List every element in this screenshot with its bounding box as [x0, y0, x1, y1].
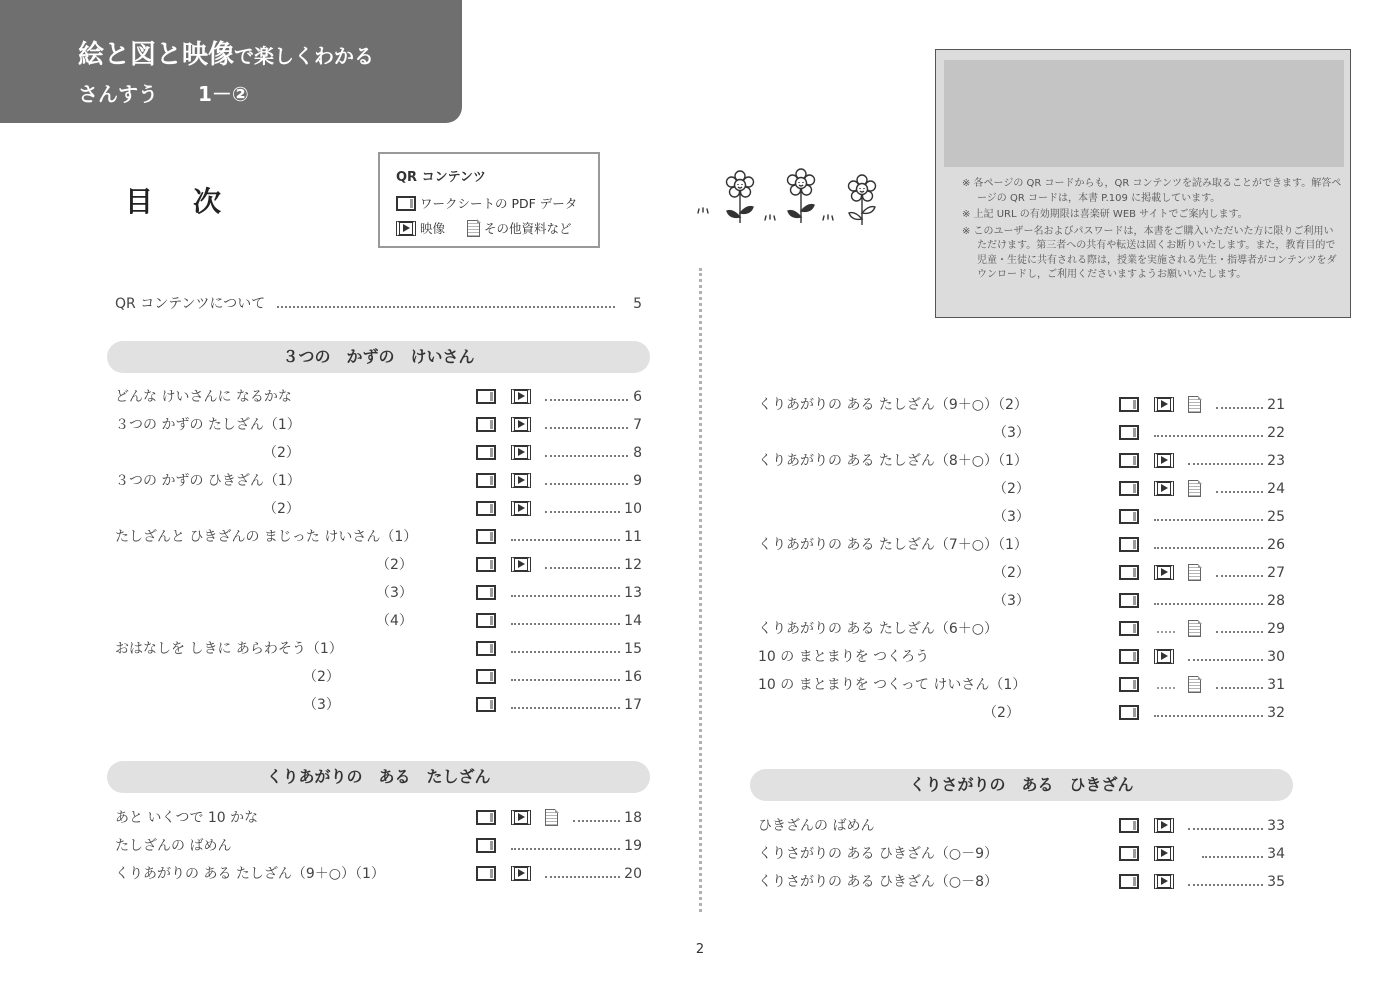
video-icon: [1154, 397, 1174, 412]
toc-page-number: 14: [624, 613, 642, 629]
toc-item-label: （3）: [993, 425, 1030, 441]
toc-row[interactable]: [758, 816, 1288, 836]
toc-row[interactable]: [758, 619, 1288, 639]
toc-page-number: 22: [1267, 425, 1285, 441]
video-icon: [511, 389, 531, 404]
toc-row[interactable]: [115, 527, 645, 547]
toc-page-number: 31: [1267, 677, 1285, 693]
toc-page-number: 15: [624, 641, 642, 657]
toc-page-number: 12: [624, 557, 642, 573]
worksheet-icon: [476, 557, 496, 572]
toc-row[interactable]: [758, 451, 1288, 471]
toc-row[interactable]: [758, 647, 1288, 667]
access-info-blank-area: [944, 60, 1344, 167]
leader-dots: [1188, 659, 1263, 661]
subject-name: さんすう: [78, 82, 158, 106]
column-divider: [699, 268, 702, 912]
toc-item-label: （2）: [993, 481, 1030, 497]
toc-item-label: くりあがりの ある たしざん（7＋○）（1）: [758, 537, 1028, 553]
leader-dots: [1188, 828, 1263, 830]
leader-dots: [1157, 631, 1175, 633]
section-header-borrow-subtraction: くりさがりの ある ひきざん: [750, 769, 1293, 801]
worksheet-icon: [1119, 509, 1139, 524]
video-icon: [1154, 818, 1174, 833]
toc-row[interactable]: [115, 415, 645, 435]
toc-item-label: くりあがりの ある たしざん（9＋○）（2）: [758, 397, 1028, 413]
worksheet-icon: [476, 838, 496, 853]
toc-heading: 目次: [125, 185, 262, 218]
document-icon: [1188, 676, 1201, 693]
document-icon: [1188, 396, 1201, 413]
toc-page-number: 16: [624, 669, 642, 685]
toc-item-label: （2）: [993, 565, 1030, 581]
leader-dots: [1188, 463, 1263, 465]
toc-item-label: あと いくつで 10 かな: [115, 810, 259, 826]
leader-dots: [277, 306, 615, 308]
toc-page-number: 28: [1267, 593, 1285, 609]
toc-item-label: （2）: [263, 501, 300, 517]
toc-row[interactable]: [758, 844, 1288, 864]
toc-page-number: 32: [1267, 705, 1285, 721]
worksheet-icon: [476, 866, 496, 881]
toc-item-label: どんな けいさんに なるかな: [115, 389, 292, 405]
toc-item-label: QR コンテンツについて: [115, 296, 266, 312]
toc-row[interactable]: [115, 695, 645, 715]
video-icon: [511, 810, 531, 825]
toc-page-number: 20: [624, 866, 642, 882]
toc-row[interactable]: [115, 667, 645, 687]
toc-row[interactable]: [115, 836, 645, 856]
toc-page-number: 26: [1267, 537, 1285, 553]
toc-page-number: 9: [633, 473, 642, 489]
worksheet-icon: [1119, 846, 1139, 861]
video-icon: [396, 221, 416, 236]
toc-item-label: おはなしを しきに あらわそう（1）: [115, 641, 343, 657]
toc-item-label: （4）: [376, 613, 413, 629]
toc-page-number: 35: [1267, 874, 1285, 890]
toc-page-number: 27: [1267, 565, 1285, 581]
toc-page-number: 23: [1267, 453, 1285, 469]
document-icon: [1188, 564, 1201, 581]
leader-dots: [1202, 856, 1263, 858]
toc-page-number: 25: [1267, 509, 1285, 525]
toc-row[interactable]: [758, 479, 1288, 499]
access-info-box: [935, 49, 1351, 318]
toc-row[interactable]: [758, 872, 1288, 892]
toc-item-label: くりあがりの ある たしざん（6＋○）: [758, 621, 999, 637]
leader-dots: [545, 511, 620, 513]
toc-row[interactable]: [115, 471, 645, 491]
toc-page-number: 5: [633, 296, 642, 312]
worksheet-icon: [1119, 453, 1139, 468]
legend-row-worksheet: [396, 194, 598, 212]
flower-icon: [788, 169, 815, 223]
video-icon: [511, 473, 531, 488]
leader-dots: [511, 679, 620, 681]
toc-page-number: 7: [633, 417, 642, 433]
flower-icon: [849, 175, 876, 225]
toc-item-label: くりあがりの ある たしざん（9＋○）（1）: [115, 866, 385, 882]
toc-page-number: 30: [1267, 649, 1285, 665]
toc-row[interactable]: [115, 808, 645, 828]
page-number: 2: [695, 942, 705, 957]
worksheet-icon: [1119, 425, 1139, 440]
leader-dots: [1154, 435, 1263, 437]
note-item: ※ 上記 URL の有効期限は喜楽研 WEB サイトでご案内します。: [962, 209, 1248, 220]
worksheet-icon: [1119, 677, 1139, 692]
book-title-banner: [0, 0, 462, 123]
flower-icon: [727, 171, 754, 223]
section-header-three-numbers: ３つの かずの けいさん: [107, 341, 650, 373]
leader-dots: [1157, 687, 1175, 689]
toc-page-number: 13: [624, 585, 642, 601]
legend-video-label: 映像: [420, 221, 446, 236]
leader-dots: [1154, 547, 1263, 549]
video-icon: [1154, 846, 1174, 861]
volume-label: 1－②: [198, 82, 249, 106]
toc-page-number: 17: [624, 697, 642, 713]
legend-worksheet-label: ワークシートの PDF データ: [420, 196, 578, 211]
worksheet-icon: [476, 473, 496, 488]
toc-item-label: （2）: [303, 669, 340, 685]
document-icon: [467, 220, 480, 237]
legend-row-video-other: [396, 219, 598, 237]
worksheet-icon: [476, 697, 496, 712]
leader-dots: [511, 651, 620, 653]
toc-item-label: （3）: [993, 509, 1030, 525]
video-icon: [1154, 453, 1174, 468]
toc-page-number: 18: [624, 810, 642, 826]
leader-dots: [545, 567, 620, 569]
worksheet-icon: [1119, 621, 1139, 636]
toc-row[interactable]: [758, 703, 1288, 723]
toc-item-label: （3）: [376, 585, 413, 601]
leader-dots: [1154, 715, 1263, 717]
toc-page-number: 8: [633, 445, 642, 461]
toc-page-number: 33: [1267, 818, 1285, 834]
toc-item-label: くりあがりの ある たしざん（8＋○）（1）: [758, 453, 1028, 469]
video-icon: [511, 557, 531, 572]
worksheet-icon: [1119, 818, 1139, 833]
note-item: ※ このユーザー名およびパスワードは，本書をご購入いただいた方に限りご利用いただけます。第三者への共有や転送は固くお断りいたします。また，教育目的で児童・生徒に共有される際は，授業を実施される先生・指導者がコンテンツをダウンロードし，ご利用くださいますようお願いいたします。: [962, 225, 1337, 280]
document-icon: [1188, 480, 1201, 497]
document-icon: [1188, 620, 1201, 637]
toc-page-number: 11: [624, 529, 642, 545]
leader-dots: [511, 623, 620, 625]
leader-dots: [1188, 884, 1263, 886]
toc-row[interactable]: [115, 499, 645, 519]
leader-dots: [511, 539, 620, 541]
video-icon: [511, 501, 531, 516]
toc-item-label: （2）: [376, 557, 413, 573]
toc-row[interactable]: [115, 639, 645, 659]
video-icon: [1154, 874, 1174, 889]
toc-row[interactable]: [758, 591, 1288, 611]
book-title: 絵と図と映像で楽しくわかる: [78, 40, 375, 70]
toc-page-number: 10: [624, 501, 642, 517]
video-icon: [1154, 481, 1174, 496]
worksheet-icon: [476, 585, 496, 600]
worksheet-icon: [476, 529, 496, 544]
toc-item-label: ３つの かずの ひきざん（1）: [115, 473, 301, 489]
toc-row[interactable]: [115, 864, 645, 884]
toc-row[interactable]: [758, 675, 1288, 695]
access-notes: [962, 177, 1342, 285]
section-header-carry-addition: くりあがりの ある たしざん: [107, 761, 650, 793]
toc-page-number: 24: [1267, 481, 1285, 497]
toc-item-label: くりさがりの ある ひきざん（○－9）: [758, 846, 999, 862]
toc-row[interactable]: [115, 583, 645, 603]
book-subtitle: [78, 78, 249, 107]
toc-row[interactable]: [115, 443, 645, 463]
worksheet-icon: [1119, 705, 1139, 720]
worksheet-icon: [1119, 537, 1139, 552]
worksheet-icon: [476, 613, 496, 628]
legend-other-label: その他資料など: [484, 221, 572, 236]
worksheet-icon: [1119, 593, 1139, 608]
toc-row-qr-intro[interactable]: [115, 294, 645, 314]
leader-dots: [511, 595, 620, 597]
toc-item-label: （3）: [993, 593, 1030, 609]
leader-dots: [545, 876, 620, 878]
flowers-illustration: [690, 165, 885, 230]
leader-dots: [1154, 519, 1263, 521]
legend-title: QR コンテンツ: [396, 170, 486, 185]
toc-row[interactable]: [758, 563, 1288, 583]
video-icon: [511, 445, 531, 460]
worksheet-icon: [476, 501, 496, 516]
video-icon: [1154, 565, 1174, 580]
toc-page-number: 19: [624, 838, 642, 854]
toc-item-label: （3）: [303, 697, 340, 713]
toc-item-label: ３つの かずの たしざん（1）: [115, 417, 301, 433]
toc-row[interactable]: [115, 387, 645, 407]
toc-item-label: たしざんと ひきざんの まじった けいさん（1）: [115, 529, 418, 545]
toc-item-label: 10 の まとまりを つくろう: [758, 649, 930, 665]
leader-dots: [1154, 603, 1263, 605]
toc-item-label: （2）: [983, 705, 1020, 721]
toc-item-label: ひきざんの ばめん: [758, 818, 875, 834]
toc-row[interactable]: [758, 395, 1288, 415]
worksheet-icon: [1119, 397, 1139, 412]
worksheet-icon: [476, 641, 496, 656]
toc-page-number: 21: [1267, 397, 1285, 413]
toc-row[interactable]: [758, 423, 1288, 443]
video-icon: [511, 866, 531, 881]
toc-row[interactable]: [115, 555, 645, 575]
toc-page-number: 6: [633, 389, 642, 405]
document-icon: [545, 809, 558, 826]
video-icon: [511, 417, 531, 432]
toc-row[interactable]: [115, 611, 645, 631]
toc-row[interactable]: [758, 507, 1288, 527]
qr-legend-box: [378, 152, 600, 248]
toc-item-label: くりさがりの ある ひきざん（○－8）: [758, 874, 999, 890]
worksheet-icon: [396, 196, 416, 211]
worksheet-icon: [476, 445, 496, 460]
leader-dots: [511, 707, 620, 709]
video-icon: [1154, 649, 1174, 664]
worksheet-icon: [1119, 649, 1139, 664]
toc-item-label: たしざんの ばめん: [115, 838, 232, 854]
toc-row[interactable]: [758, 535, 1288, 555]
toc-item-label: 10 の まとまりを つくって けいさん（1）: [758, 677, 1027, 693]
worksheet-icon: [476, 810, 496, 825]
worksheet-icon: [476, 669, 496, 684]
toc-page-number: 34: [1267, 846, 1285, 862]
worksheet-icon: [1119, 481, 1139, 496]
worksheet-icon: [476, 417, 496, 432]
toc-page-number: 29: [1267, 621, 1285, 637]
note-item: ※ 各ページの QR コードからも，QR コンテンツを読み取ることができます。解答ページの QR コードは，本書 P.109 に掲載しています。: [962, 178, 1342, 204]
worksheet-icon: [476, 389, 496, 404]
toc-item-label: （2）: [263, 445, 300, 461]
worksheet-icon: [1119, 565, 1139, 580]
worksheet-icon: [1119, 874, 1139, 889]
leader-dots: [511, 848, 620, 850]
